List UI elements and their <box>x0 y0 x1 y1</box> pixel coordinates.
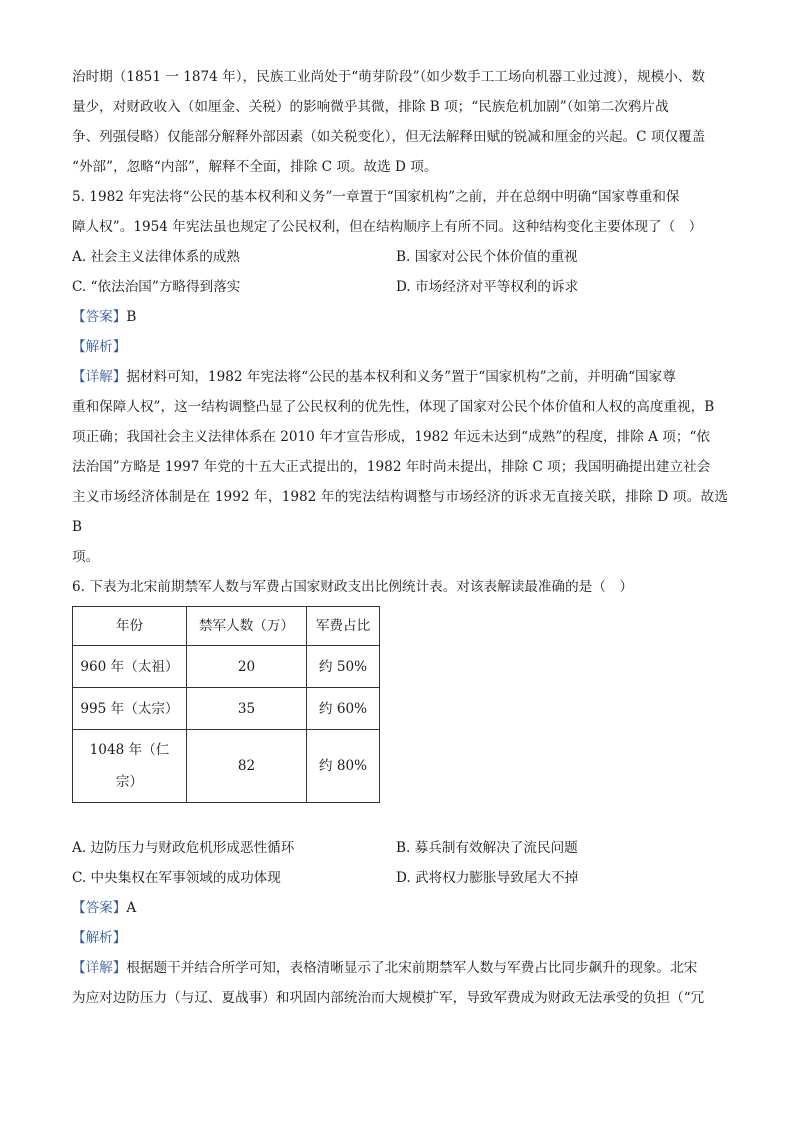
table-row <box>73 646 380 688</box>
cell-year: 960 年（太祖） <box>73 646 187 688</box>
answer-label: 【答案】 <box>72 309 127 325</box>
cell-troops: 20 <box>187 646 307 688</box>
text-line: 治时期（1851 一 1874 年），民族工业尚处于“萌芽阶段”（如少数手工工场向机器工业过渡），规模小、数 <box>72 69 705 85</box>
option-c: C. 中央集权在军事领域的成功体现 <box>72 870 281 886</box>
option-list <box>72 242 728 302</box>
text-line: 争、列强侵略）仅能部分解释外部因素（如关税变化），但无法解释田赋的锐减和厘金的兴起。C 项仅覆盖 <box>72 129 706 145</box>
detail-label: 【详解】 <box>72 369 127 385</box>
text-line: 项正确；我国社会主义法律体系在 2010 年才宣告形成，1982 年远未达到“成熟”的程度，排除 A 项；“依 <box>72 429 711 445</box>
answer-label: 【答案】 <box>72 900 127 916</box>
text-line: “外部”，忽略“内部”，解释不全面，排除 C 项。故选 D 项。 <box>72 159 438 175</box>
question-5 <box>72 182 728 572</box>
question-stem: 6. 下表为北宋前期禁军人数与军费占国家财政支出比例统计表。对该表解读最准确的是（ ） <box>72 579 634 595</box>
option-a: A. 社会主义法律体系的成熟 <box>72 249 240 265</box>
analysis-label: 【解析】 <box>72 339 127 355</box>
option-a: A. 边防压力与财政危机形成恶性循环 <box>72 840 295 856</box>
cell-share: 约 60% <box>307 688 380 730</box>
table-row <box>73 730 380 803</box>
analysis-line <box>72 332 728 362</box>
text-line: 主义市场经济体制是在 1992 年，1982 年的宪法结构调整与市场经济的诉求无直接关联，排除 D 项。故选 B <box>72 489 728 535</box>
answer-value: A <box>126 900 137 916</box>
question-stem-line: 5. 1982 年宪法将“公民的基本权利和义务”一章置于“国家机构”之前，并在总纲中明确“国家尊重和保 <box>72 189 680 205</box>
answer-line <box>72 302 728 332</box>
cell-share: 约 80% <box>307 730 380 803</box>
cell-year: 995 年（太宗） <box>73 688 187 730</box>
table-row <box>73 688 380 730</box>
answer-value: B <box>126 309 137 325</box>
question-stem-line: 障人权”。1954 年宪法虽也规定了公民权利，但在结构顺序上有所不同。这种结构变化主要体现了（ ） <box>72 219 703 235</box>
header-troops: 禁军人数（万） <box>187 607 307 646</box>
option-d: D. 市场经济对平等权利的诉求 <box>396 279 579 295</box>
text-line: 法治国”方略是 1997 年党的十五大正式提出的，1982 年时尚未提出，排除 C 项；我国明确提出建立社会 <box>72 459 711 475</box>
detail-paragraph <box>72 362 728 572</box>
text-line: 为应对边防压力（与辽、夏战事）和巩固内部统治而大规模扩军，导致军费成为财政无法承受的负担（“冗 <box>72 990 705 1006</box>
text-line: 项。 <box>72 549 100 565</box>
document-page <box>72 62 728 1013</box>
cell-troops: 35 <box>187 688 307 730</box>
cell-share: 约 50% <box>307 646 380 688</box>
header-share: 军费占比 <box>307 607 380 646</box>
cell-troops: 82 <box>187 730 307 803</box>
intro-paragraph <box>72 62 728 182</box>
text-line: 【详解】根据题干并结合所学可知，表格清晰显示了北宋前期禁军人数与军费占比同步飙升的现象。北宋 <box>72 960 698 976</box>
question-6 <box>72 572 728 1013</box>
text-line: 重和保障人权”，这一结构调整凸显了公民权利的优先性，体现了国家对公民个体价值和人权的高度重视，B <box>72 399 715 415</box>
option-list <box>72 833 728 893</box>
option-b: B. 国家对公民个体价值的重视 <box>396 249 578 265</box>
cell-year: 1048 年（仁 宗） <box>73 730 187 803</box>
table-header-row <box>73 607 380 646</box>
analysis-label: 【解析】 <box>72 930 127 946</box>
detail-paragraph <box>72 953 728 1013</box>
text-line: 【详解】据材料可知，1982 年宪法将“公民的基本权利和义务”置于“国家机构”之前，并明确“国家尊 <box>72 369 676 385</box>
option-b: B. 募兵制有效解决了流民问题 <box>396 840 578 856</box>
option-c: C. “依法治国”方略得到落实 <box>72 279 241 295</box>
detail-label: 【详解】 <box>72 960 127 976</box>
answer-line <box>72 893 728 923</box>
option-d: D. 武将权力膨胀导致尾大不掉 <box>396 870 579 886</box>
text-line: 量少，对财政收入（如厘金、关税）的影响微乎其微，排除 B 项；“民族危机加剧”（如第二次鸦片战 <box>72 99 669 115</box>
statistics-table <box>72 606 380 803</box>
header-year: 年份 <box>73 607 187 646</box>
analysis-line <box>72 923 728 953</box>
